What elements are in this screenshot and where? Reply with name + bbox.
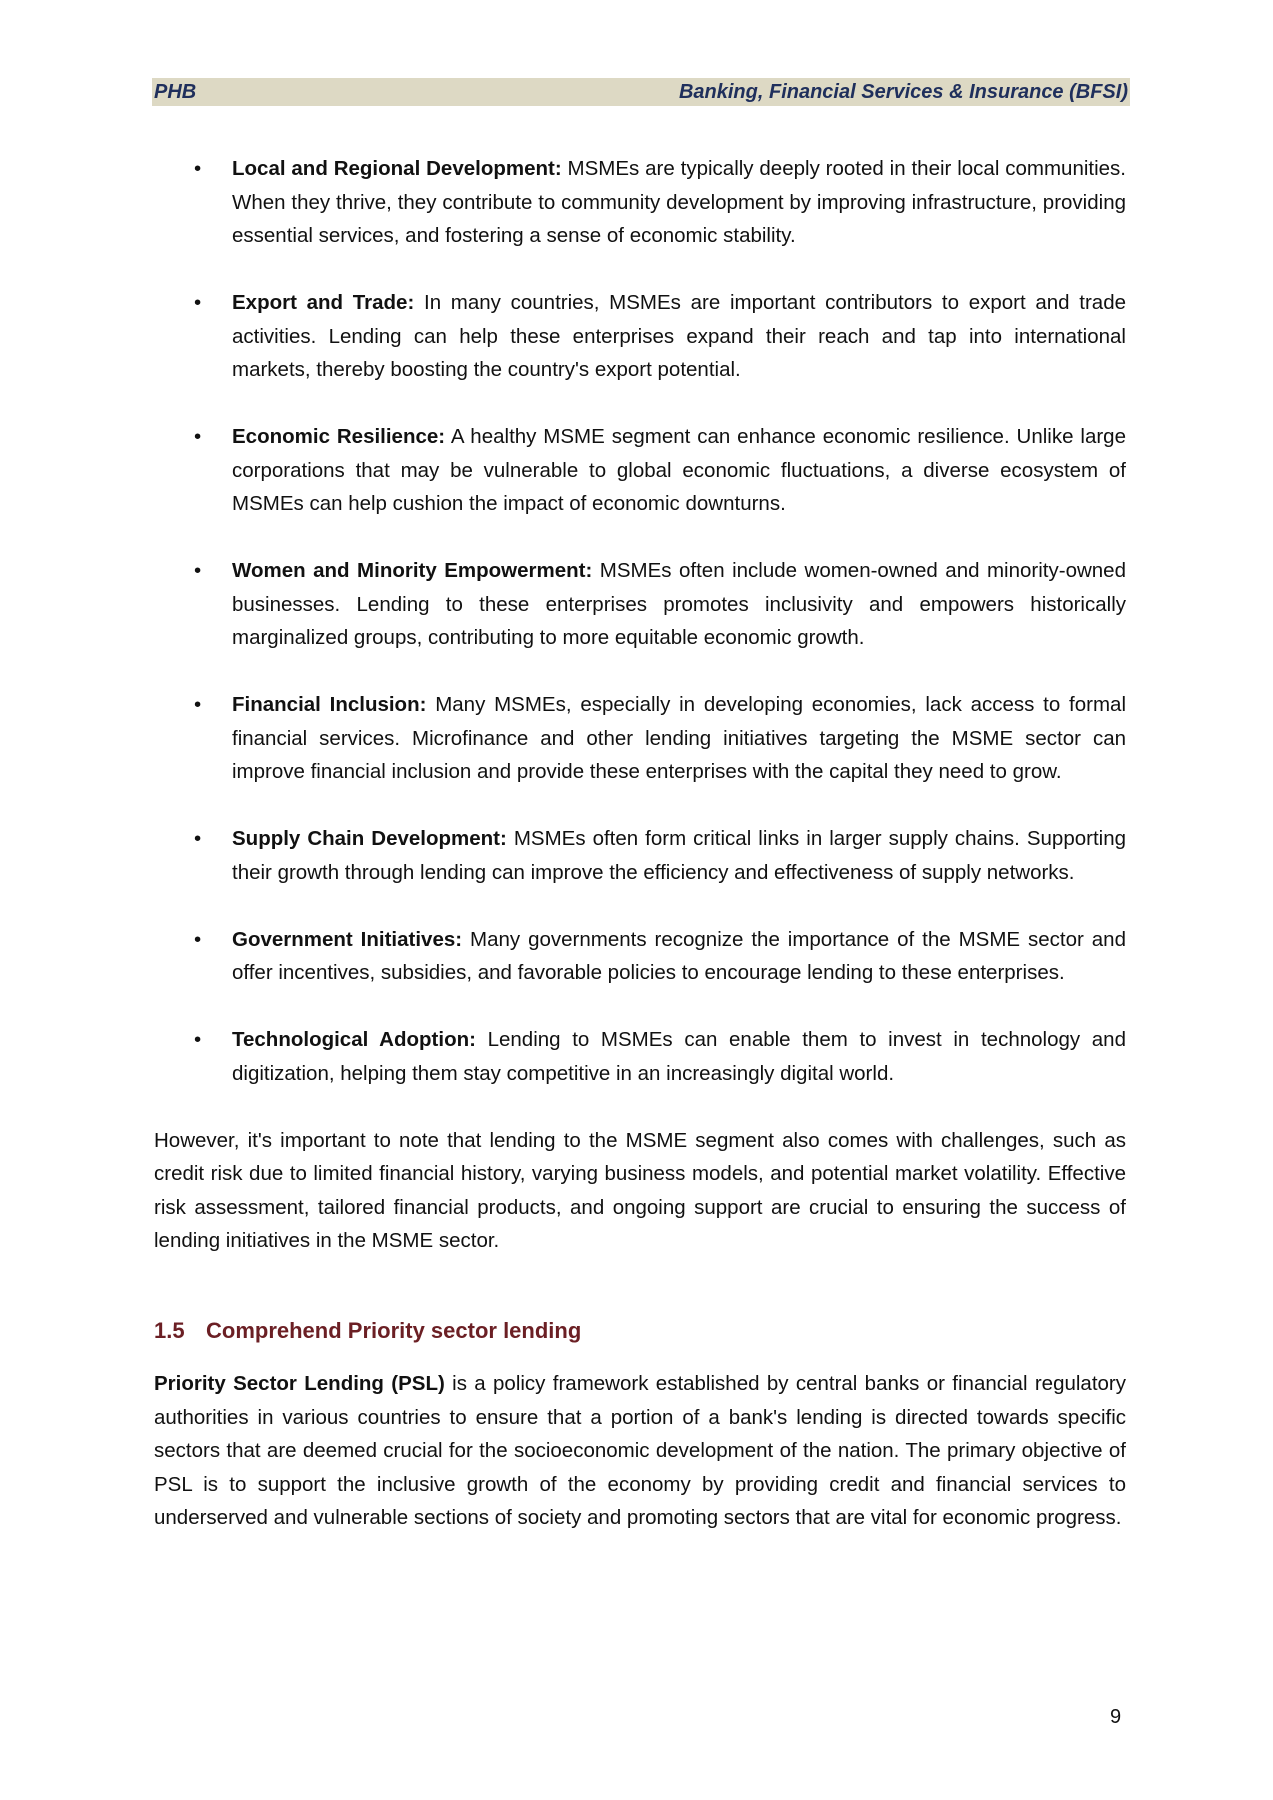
page-content <box>154 152 1126 1535</box>
psl-definition: is a policy framework established by central banks or financial regulatory authorities in various countries to ensure that a portion of a bank's lending is directed towards specific sectors that are deemed crucial for the socioeconomic development of the nation. The primary objective of PSL is to support the inclusive growth of the economy by providing credit and financial services to underserved and vulnerable sections of society and promoting sectors that are vital for economic progress. <box>154 1372 1126 1529</box>
section-title: Comprehend Priority sector lending <box>206 1317 582 1343</box>
page-number: 9 <box>1110 1706 1122 1728</box>
item-text: Lending to MSMEs can enable them to invest in technology and digitization, helping them stay competitive in an increasingly digital world. <box>232 1028 1126 1085</box>
item-title: Local and Regional Development: <box>232 157 562 180</box>
bullet-icon: • <box>194 559 202 582</box>
list-item <box>154 1023 1126 1090</box>
section-number: 1.5 <box>154 1317 185 1343</box>
list-item <box>154 822 1126 889</box>
bullet-icon: • <box>194 693 202 716</box>
bullet-icon: • <box>194 927 202 951</box>
item-title: Export and Trade: <box>232 291 415 314</box>
item-text: MSMEs often include women-owned and minority-owned businesses. Lending to these enterprises promotes inclusivity and empowers historically marginalized groups, contributing to more equitable economic growth. <box>232 559 1126 649</box>
item-text: Many governments recognize the importance of the MSME sector and offer incentives, subsidies, and favorable policies to encourage lending to these enterprises. <box>232 927 1126 984</box>
list-item <box>154 923 1126 990</box>
item-title: Government Initiatives: <box>232 927 463 951</box>
running-header <box>152 78 1130 106</box>
item-title: Economic Resilience: <box>232 425 446 448</box>
list-item <box>154 420 1126 521</box>
section-heading <box>154 1314 1126 1348</box>
item-title: Technological Adoption: <box>232 1028 476 1051</box>
bullet-icon: • <box>194 1028 202 1051</box>
item-text: A healthy MSME segment can enhance economic resilience. Unlike large corporations that may be vulnerable to global economic fluctuations, a diverse ecosystem of MSMEs can help cushion the impact of economic downturns. <box>232 425 1126 515</box>
closing-paragraph: However, it's important to note that lending to the MSME segment also comes with challenges, such as credit risk due to limited financial history, varying business models, and potential market volatility. Effective risk assessment, tailored financial products, and ongoing support are crucial to ensuring the success of lending initiatives in the MSME sector. <box>154 1128 1126 1252</box>
bullet-icon: • <box>194 827 202 850</box>
bullet-icon: • <box>194 425 202 448</box>
list-item <box>154 286 1126 387</box>
item-title: Supply Chain Development: <box>232 827 507 850</box>
section-paragraph <box>154 1367 1126 1535</box>
header-right: Banking, Financial Services & Insurance (BFSI) <box>678 80 1128 103</box>
psl-term: Priority Sector Lending (PSL) <box>154 1372 445 1395</box>
list-item <box>154 152 1126 253</box>
item-title: Financial Inclusion: <box>232 693 427 716</box>
list-item <box>154 554 1126 655</box>
bullet-list <box>154 152 1126 1090</box>
item-title: Women and Minority Empowerment: <box>232 559 593 582</box>
bullet-icon: • <box>194 291 202 314</box>
header-left: PHB <box>154 80 197 103</box>
item-text: Many MSMEs, especially in developing economies, lack access to formal financial services. Microfinance and other lending initiatives targeting the MSME sector can improve financial inclusion and provide these enterprises with the capital they need to grow. <box>232 693 1127 783</box>
item-text: MSMEs often form critical links in larger supply chains. Supporting their growth through lending can improve the efficiency and effectiveness of supply networks. <box>232 827 1126 884</box>
item-text: In many countries, MSMEs are important contributors to export and trade activities. Lending can help these enterprises expand their reach and tap into international markets, thereby boosting the country's export potential. <box>232 291 1127 381</box>
bullet-icon: • <box>194 157 202 180</box>
list-item <box>154 688 1126 789</box>
item-text: MSMEs are typically deeply rooted in their local communities. When they thrive, they contribute to community development by improving infrastructure, providing essential services, and fostering a sense of economic stability. <box>232 157 1126 247</box>
